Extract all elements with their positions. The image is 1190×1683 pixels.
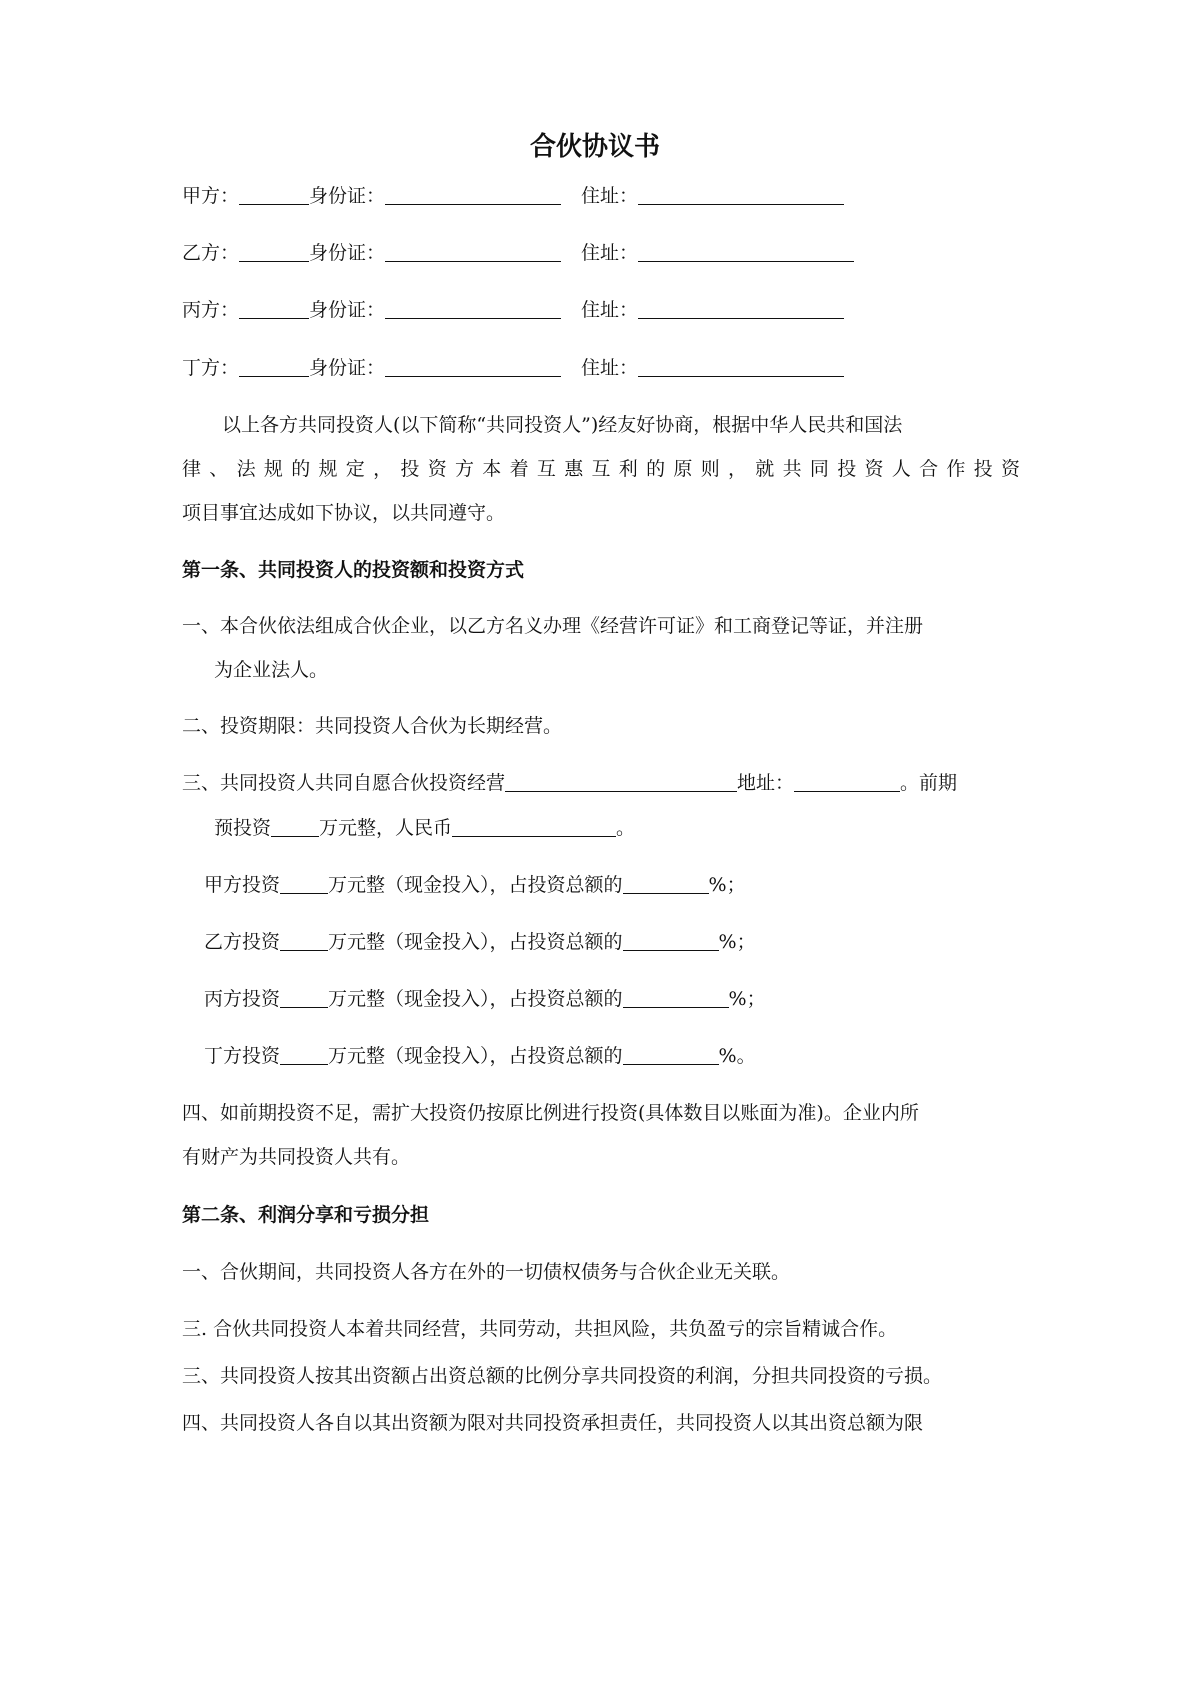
article-2-item-2: 三. 合伙共同投资人本着共同经营，共同劳动，共担风险，共负盈亏的宗旨精诚合作。 xyxy=(182,1318,898,1340)
id-label: 身份证： xyxy=(309,357,386,379)
id-label: 身份证： xyxy=(309,299,386,321)
share-end: %； xyxy=(718,931,756,953)
address-label: 地址： xyxy=(737,772,795,794)
item-3-tail: 。前期 xyxy=(900,772,958,794)
pre-invest-amount-blank[interactable] xyxy=(271,816,319,837)
share-percent-blank[interactable] xyxy=(623,930,719,951)
share-amount-blank[interactable] xyxy=(280,873,328,894)
rmb-label: 万元整，人民币 xyxy=(319,817,453,839)
article-1-item-4-line-1: 四、如前期投资不足，需扩大投资仍按原比例进行投资(具体数目以账面为准)。企业内所 xyxy=(182,1102,919,1124)
share-party: 丁方投资 xyxy=(204,1045,281,1067)
article-2-item-1: 一、合伙期间，共同投资人各方在外的一切债权债务与合伙企业无关联。 xyxy=(182,1261,791,1283)
share-end: %； xyxy=(708,874,746,896)
share-percent-blank[interactable] xyxy=(623,873,709,894)
article-1-item-3-line-2 xyxy=(214,815,635,841)
intro-line-1: 以上各方共同投资人(以下简称“共同投资人”)经友好协商，根据中华人民共和国法 xyxy=(222,414,903,436)
article-2-heading: 第二条、利润分享和亏损分担 xyxy=(182,1204,430,1226)
share-party: 丙方投资 xyxy=(204,988,281,1010)
period: 。 xyxy=(616,817,636,839)
article-1-item-2: 二、投资期限：共同投资人合伙为长期经营。 xyxy=(182,715,563,737)
party-name-label: 丙方： xyxy=(182,299,240,321)
share-amount-blank[interactable] xyxy=(280,987,328,1008)
share-percent-blank[interactable] xyxy=(623,987,729,1008)
item-3-text: 三、共同投资人共同自愿合伙投资经营 xyxy=(182,772,506,794)
address-label: 住址： xyxy=(581,299,639,321)
id-blank[interactable] xyxy=(385,184,561,205)
share-party: 乙方投资 xyxy=(204,931,281,953)
document-title: 合伙协议书 xyxy=(529,132,660,162)
share-line-b xyxy=(204,929,756,955)
share-line-d xyxy=(204,1043,756,1069)
business-address-blank[interactable] xyxy=(794,771,900,792)
party-line-d xyxy=(182,355,844,381)
party-name-label: 甲方： xyxy=(182,185,240,207)
share-mid: 万元整（现金投入），占投资总额的 xyxy=(328,988,623,1010)
party-name-label: 丁方： xyxy=(182,357,240,379)
article-1-item-4-line-2: 有财产为共同投资人共有。 xyxy=(182,1146,411,1168)
party-line-b xyxy=(182,240,854,266)
business-blank[interactable] xyxy=(505,771,737,792)
share-mid: 万元整（现金投入），占投资总额的 xyxy=(328,874,623,896)
intro-line-3: 项目事宜达成如下协议，以共同遵守。 xyxy=(182,502,506,524)
article-1-item-1-line-1: 一、本合伙依法组成合伙企业，以乙方名义办理《经营许可证》和工商登记等证，并注册 xyxy=(182,615,924,637)
share-party: 甲方投资 xyxy=(204,874,281,896)
share-mid: 万元整（现金投入），占投资总额的 xyxy=(328,931,623,953)
id-label: 身份证： xyxy=(309,242,386,264)
share-percent-blank[interactable] xyxy=(623,1044,719,1065)
party-name-blank[interactable] xyxy=(239,184,309,205)
id-blank[interactable] xyxy=(385,356,561,377)
address-blank[interactable] xyxy=(638,184,844,205)
article-1-item-1-line-2: 为企业法人。 xyxy=(214,659,329,681)
address-label: 住址： xyxy=(581,357,639,379)
party-name-blank[interactable] xyxy=(239,241,309,262)
article-1-item-3-line-1 xyxy=(182,770,957,796)
share-amount-blank[interactable] xyxy=(280,1044,328,1065)
pre-invest-label: 预投资 xyxy=(214,817,272,839)
party-line-c xyxy=(182,297,844,323)
party-name-blank[interactable] xyxy=(239,356,309,377)
address-label: 住址： xyxy=(581,185,639,207)
intro-line-2: 律、法规的规定，投资方本着互惠互利的原则，就共同投资人合作投资 xyxy=(182,458,1020,480)
id-blank[interactable] xyxy=(385,298,561,319)
share-mid: 万元整（现金投入），占投资总额的 xyxy=(328,1045,623,1067)
article-2-item-4: 四、共同投资人各自以其出资额为限对共同投资承担责任，共同投资人以其出资总额为限 xyxy=(182,1412,924,1434)
share-line-c xyxy=(204,986,766,1012)
article-2-item-3: 三、共同投资人按其出资额占出资总额的比例分享共同投资的利润，分担共同投资的亏损。 xyxy=(182,1365,943,1387)
rmb-amount-blank[interactable] xyxy=(452,816,616,837)
address-blank[interactable] xyxy=(638,356,844,377)
article-1-heading: 第一条、共同投资人的投资额和投资方式 xyxy=(182,559,525,581)
share-line-a xyxy=(204,872,746,898)
party-line-a xyxy=(182,183,844,209)
party-name-label: 乙方： xyxy=(182,242,240,264)
id-label: 身份证： xyxy=(309,185,386,207)
address-blank[interactable] xyxy=(638,241,854,262)
share-end: %。 xyxy=(718,1045,756,1067)
share-end: %； xyxy=(728,988,766,1010)
share-amount-blank[interactable] xyxy=(280,930,328,951)
id-blank[interactable] xyxy=(385,241,561,262)
address-label: 住址： xyxy=(581,242,639,264)
party-name-blank[interactable] xyxy=(239,298,309,319)
address-blank[interactable] xyxy=(638,298,844,319)
